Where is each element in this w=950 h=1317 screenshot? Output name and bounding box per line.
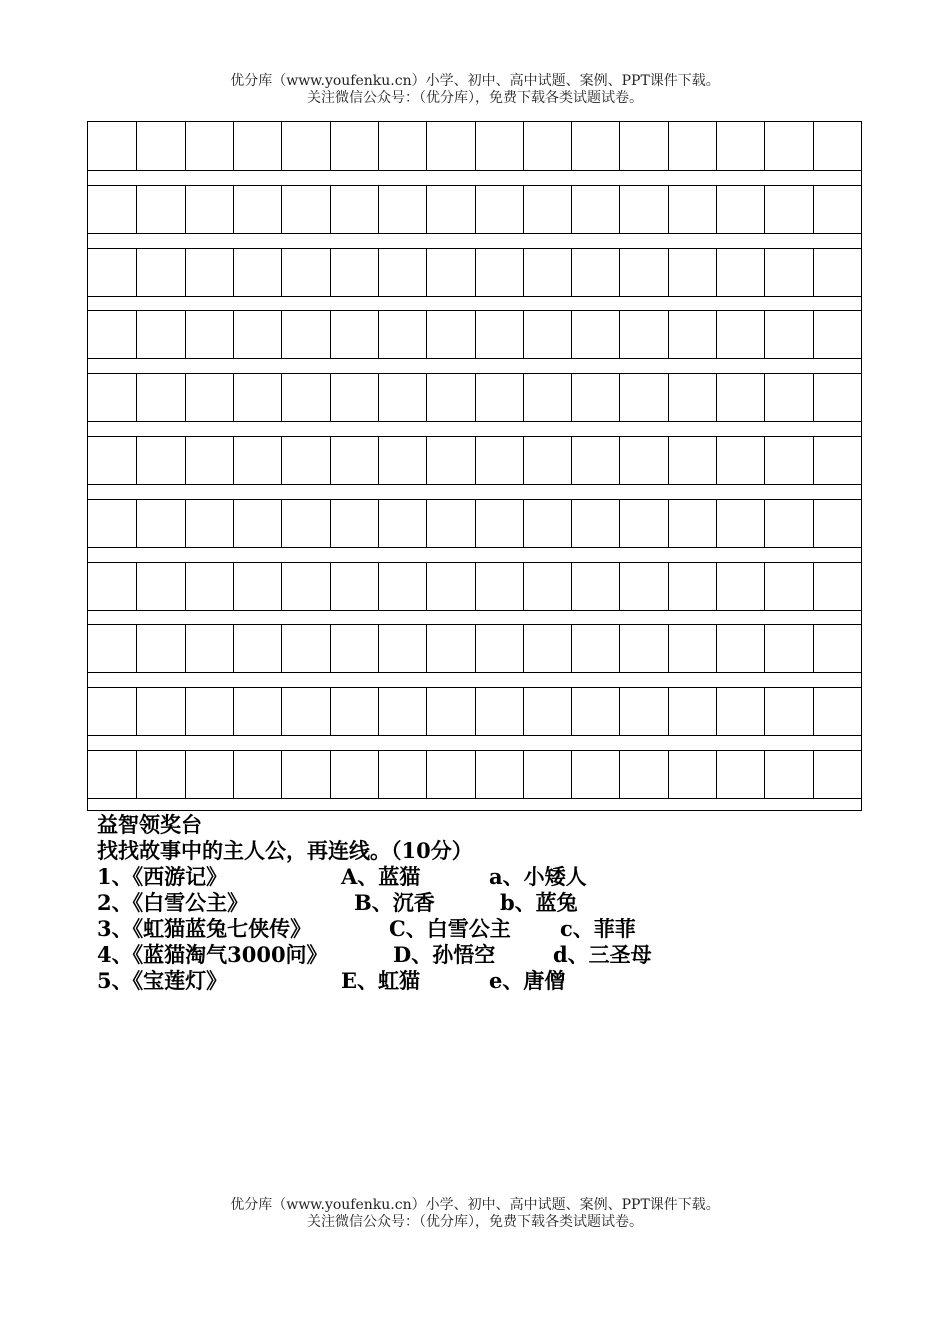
grid-cell-divider xyxy=(813,122,814,170)
grid-cell-divider xyxy=(136,687,137,735)
grid-cell-divider xyxy=(523,436,524,484)
grid-cell-divider xyxy=(426,687,427,735)
grid-cell-divider xyxy=(185,248,186,296)
grid-cell-divider xyxy=(475,624,476,672)
grid-cell-divider xyxy=(764,248,765,296)
section-instruction: 找找故事中的主人公，再连线。（10分） xyxy=(97,838,473,863)
match-item xyxy=(97,890,578,916)
grid-cell-divider xyxy=(619,373,620,421)
grid-cell-divider xyxy=(668,185,669,233)
page-header xyxy=(0,73,950,107)
grid-cell-divider xyxy=(619,310,620,358)
grid-cell-divider xyxy=(571,562,572,610)
grid-cell-divider xyxy=(716,373,717,421)
grid-cell-divider xyxy=(523,310,524,358)
grid-row xyxy=(88,687,861,736)
grid-cell-divider xyxy=(136,436,137,484)
grid-cell-divider xyxy=(233,185,234,233)
grid-cell-divider xyxy=(136,310,137,358)
grid-row xyxy=(88,248,861,297)
grid-cell-divider xyxy=(764,122,765,170)
grid-cell-divider xyxy=(475,373,476,421)
grid-cell-divider xyxy=(281,499,282,547)
grid-cell-divider xyxy=(281,248,282,296)
grid-cell-divider xyxy=(136,185,137,233)
grid-row xyxy=(88,185,861,234)
grid-cell-divider xyxy=(668,122,669,170)
grid-cell-divider xyxy=(475,185,476,233)
writing-grid xyxy=(87,121,862,811)
grid-row xyxy=(88,373,861,422)
grid-cell-divider xyxy=(378,436,379,484)
grid-cell-divider xyxy=(571,750,572,798)
grid-cell-divider xyxy=(716,185,717,233)
section-title: 益智领奖台 xyxy=(97,812,202,837)
grid-cell-divider xyxy=(185,436,186,484)
grid-cell-divider xyxy=(523,562,524,610)
grid-cell-divider xyxy=(185,750,186,798)
character-upper: A、蓝猫 xyxy=(341,864,421,889)
grid-cell-divider xyxy=(764,687,765,735)
character-upper: E、虹猫 xyxy=(341,968,421,993)
grid-cell-divider xyxy=(233,562,234,610)
grid-cell-divider xyxy=(475,562,476,610)
grid-cell-divider xyxy=(233,373,234,421)
grid-cell-divider xyxy=(185,624,186,672)
grid-cell-divider xyxy=(813,185,814,233)
grid-cell-divider xyxy=(764,310,765,358)
grid-row xyxy=(88,624,861,673)
grid-cell-divider xyxy=(281,122,282,170)
grid-cell-divider xyxy=(281,624,282,672)
character-upper: C、白雪公主 xyxy=(389,916,511,941)
grid-cell-divider xyxy=(716,122,717,170)
grid-cell-divider xyxy=(523,499,524,547)
grid-row xyxy=(88,122,861,171)
grid-cell-divider xyxy=(716,248,717,296)
grid-cell-divider xyxy=(475,248,476,296)
grid-cell-divider xyxy=(233,750,234,798)
grid-cell-divider xyxy=(281,750,282,798)
grid-cell-divider xyxy=(813,436,814,484)
grid-cell-divider xyxy=(281,687,282,735)
character-lower: e、唐僧 xyxy=(489,968,566,993)
grid-row xyxy=(88,499,861,548)
grid-cell-divider xyxy=(330,185,331,233)
grid-cell-divider xyxy=(668,750,669,798)
grid-cell-divider xyxy=(136,122,137,170)
grid-cell-divider xyxy=(619,436,620,484)
grid-cell-divider xyxy=(813,624,814,672)
grid-cell-divider xyxy=(378,373,379,421)
grid-cell-divider xyxy=(185,122,186,170)
grid-cell-divider xyxy=(233,624,234,672)
grid-cell-divider xyxy=(668,248,669,296)
grid-cell-divider xyxy=(813,248,814,296)
grid-cell-divider xyxy=(330,310,331,358)
grid-cell-divider xyxy=(233,687,234,735)
grid-cell-divider xyxy=(136,373,137,421)
grid-cell-divider xyxy=(571,624,572,672)
grid-cell-divider xyxy=(619,562,620,610)
book-title: 3、《虹猫蓝兔七侠传》 xyxy=(97,916,312,941)
grid-cell-divider xyxy=(571,687,572,735)
grid-cell-divider xyxy=(813,373,814,421)
grid-cell-divider xyxy=(523,122,524,170)
character-upper: B、沉香 xyxy=(354,890,435,915)
grid-cell-divider xyxy=(426,562,427,610)
grid-cell-divider xyxy=(764,185,765,233)
grid-cell-divider xyxy=(716,499,717,547)
character-lower: b、蓝兔 xyxy=(500,890,578,915)
grid-cell-divider xyxy=(523,687,524,735)
grid-cell-divider xyxy=(571,185,572,233)
grid-cell-divider xyxy=(764,624,765,672)
grid-cell-divider xyxy=(378,499,379,547)
grid-cell-divider xyxy=(330,373,331,421)
grid-cell-divider xyxy=(475,499,476,547)
grid-cell-divider xyxy=(764,562,765,610)
grid-cell-divider xyxy=(475,687,476,735)
grid-cell-divider xyxy=(716,624,717,672)
grid-cell-divider xyxy=(764,499,765,547)
grid-cell-divider xyxy=(619,499,620,547)
footer-line-1: 优分库（www.youfenku.cn）小学、初中、高中试题、案例、PPT课件下载。 xyxy=(230,1197,720,1213)
grid-cell-divider xyxy=(716,562,717,610)
grid-cell-divider xyxy=(619,185,620,233)
grid-cell-divider xyxy=(668,373,669,421)
grid-cell-divider xyxy=(475,310,476,358)
grid-cell-divider xyxy=(571,248,572,296)
grid-cell-divider xyxy=(378,185,379,233)
grid-cell-divider xyxy=(523,750,524,798)
grid-cell-divider xyxy=(668,310,669,358)
grid-cell-divider xyxy=(330,499,331,547)
grid-cell-divider xyxy=(716,750,717,798)
grid-cell-divider xyxy=(281,562,282,610)
match-item xyxy=(97,968,566,994)
grid-cell-divider xyxy=(571,310,572,358)
grid-row xyxy=(88,562,861,611)
grid-cell-divider xyxy=(233,122,234,170)
grid-cell-divider xyxy=(136,499,137,547)
grid-cell-divider xyxy=(378,562,379,610)
grid-cell-divider xyxy=(185,687,186,735)
grid-cell-divider xyxy=(378,248,379,296)
grid-cell-divider xyxy=(378,122,379,170)
match-item xyxy=(97,916,636,942)
grid-cell-divider xyxy=(330,687,331,735)
grid-cell-divider xyxy=(233,499,234,547)
grid-cell-divider xyxy=(668,687,669,735)
grid-cell-divider xyxy=(475,436,476,484)
grid-cell-divider xyxy=(378,310,379,358)
book-title: 2、《白雪公主》 xyxy=(97,890,249,915)
grid-cell-divider xyxy=(475,122,476,170)
grid-cell-divider xyxy=(136,562,137,610)
grid-cell-divider xyxy=(426,122,427,170)
grid-cell-divider xyxy=(813,750,814,798)
grid-cell-divider xyxy=(426,499,427,547)
grid-cell-divider xyxy=(330,248,331,296)
grid-cell-divider xyxy=(426,373,427,421)
grid-cell-divider xyxy=(523,373,524,421)
grid-cell-divider xyxy=(330,750,331,798)
grid-cell-divider xyxy=(185,499,186,547)
grid-cell-divider xyxy=(281,310,282,358)
grid-row xyxy=(88,436,861,485)
grid-cell-divider xyxy=(619,624,620,672)
grid-cell-divider xyxy=(233,248,234,296)
grid-cell-divider xyxy=(619,248,620,296)
character-upper: D、孙悟空 xyxy=(393,942,496,967)
grid-cell-divider xyxy=(426,248,427,296)
grid-row xyxy=(88,750,861,799)
grid-cell-divider xyxy=(813,499,814,547)
grid-cell-divider xyxy=(619,687,620,735)
grid-cell-divider xyxy=(185,310,186,358)
grid-cell-divider xyxy=(571,499,572,547)
grid-cell-divider xyxy=(426,624,427,672)
grid-cell-divider xyxy=(668,499,669,547)
grid-cell-divider xyxy=(764,750,765,798)
match-item xyxy=(97,864,587,890)
grid-cell-divider xyxy=(330,562,331,610)
grid-cell-divider xyxy=(619,122,620,170)
character-lower: d、三圣母 xyxy=(553,942,652,967)
grid-cell-divider xyxy=(136,624,137,672)
grid-cell-divider xyxy=(281,436,282,484)
grid-cell-divider xyxy=(378,624,379,672)
match-item xyxy=(97,942,652,968)
character-lower: a、小矮人 xyxy=(489,864,587,889)
grid-cell-divider xyxy=(185,185,186,233)
grid-cell-divider xyxy=(668,624,669,672)
grid-cell-divider xyxy=(813,687,814,735)
grid-cell-divider xyxy=(330,436,331,484)
grid-cell-divider xyxy=(523,624,524,672)
grid-cell-divider xyxy=(523,248,524,296)
grid-cell-divider xyxy=(185,562,186,610)
grid-cell-divider xyxy=(330,624,331,672)
grid-cell-divider xyxy=(330,122,331,170)
grid-cell-divider xyxy=(136,248,137,296)
grid-cell-divider xyxy=(281,373,282,421)
grid-cell-divider xyxy=(764,436,765,484)
puzzle-section xyxy=(97,812,652,994)
grid-cell-divider xyxy=(426,185,427,233)
grid-cell-divider xyxy=(571,122,572,170)
grid-cell-divider xyxy=(426,750,427,798)
grid-cell-divider xyxy=(378,750,379,798)
grid-cell-divider xyxy=(475,750,476,798)
grid-cell-divider xyxy=(426,436,427,484)
header-line-1: 优分库（www.youfenku.cn）小学、初中、高中试题、案例、PPT课件下载。 xyxy=(230,73,720,89)
grid-cell-divider xyxy=(281,185,282,233)
character-lower: c、菲菲 xyxy=(560,916,636,941)
grid-cell-divider xyxy=(716,310,717,358)
grid-row xyxy=(88,310,861,359)
grid-cell-divider xyxy=(185,373,186,421)
grid-cell-divider xyxy=(668,562,669,610)
grid-cell-divider xyxy=(668,436,669,484)
grid-cell-divider xyxy=(716,687,717,735)
footer-line-2: 关注微信公众号：（优分库），免费下载各类试题试卷。 xyxy=(307,1214,643,1230)
grid-cell-divider xyxy=(233,436,234,484)
book-title: 5、《宝莲灯》 xyxy=(97,968,228,993)
grid-cell-divider xyxy=(136,750,137,798)
grid-cell-divider xyxy=(764,373,765,421)
grid-cell-divider xyxy=(571,436,572,484)
grid-cell-divider xyxy=(523,185,524,233)
page-footer xyxy=(0,1197,950,1231)
grid-cell-divider xyxy=(813,310,814,358)
grid-cell-divider xyxy=(233,310,234,358)
grid-cell-divider xyxy=(426,310,427,358)
book-title: 4、《蓝猫淘气3000问》 xyxy=(97,942,328,967)
grid-cell-divider xyxy=(716,436,717,484)
grid-cell-divider xyxy=(378,687,379,735)
header-line-2: 关注微信公众号：（优分库），免费下载各类试题试卷。 xyxy=(307,90,643,106)
book-title: 1、《西游记》 xyxy=(97,864,228,889)
grid-cell-divider xyxy=(619,750,620,798)
grid-cell-divider xyxy=(571,373,572,421)
grid-cell-divider xyxy=(813,562,814,610)
